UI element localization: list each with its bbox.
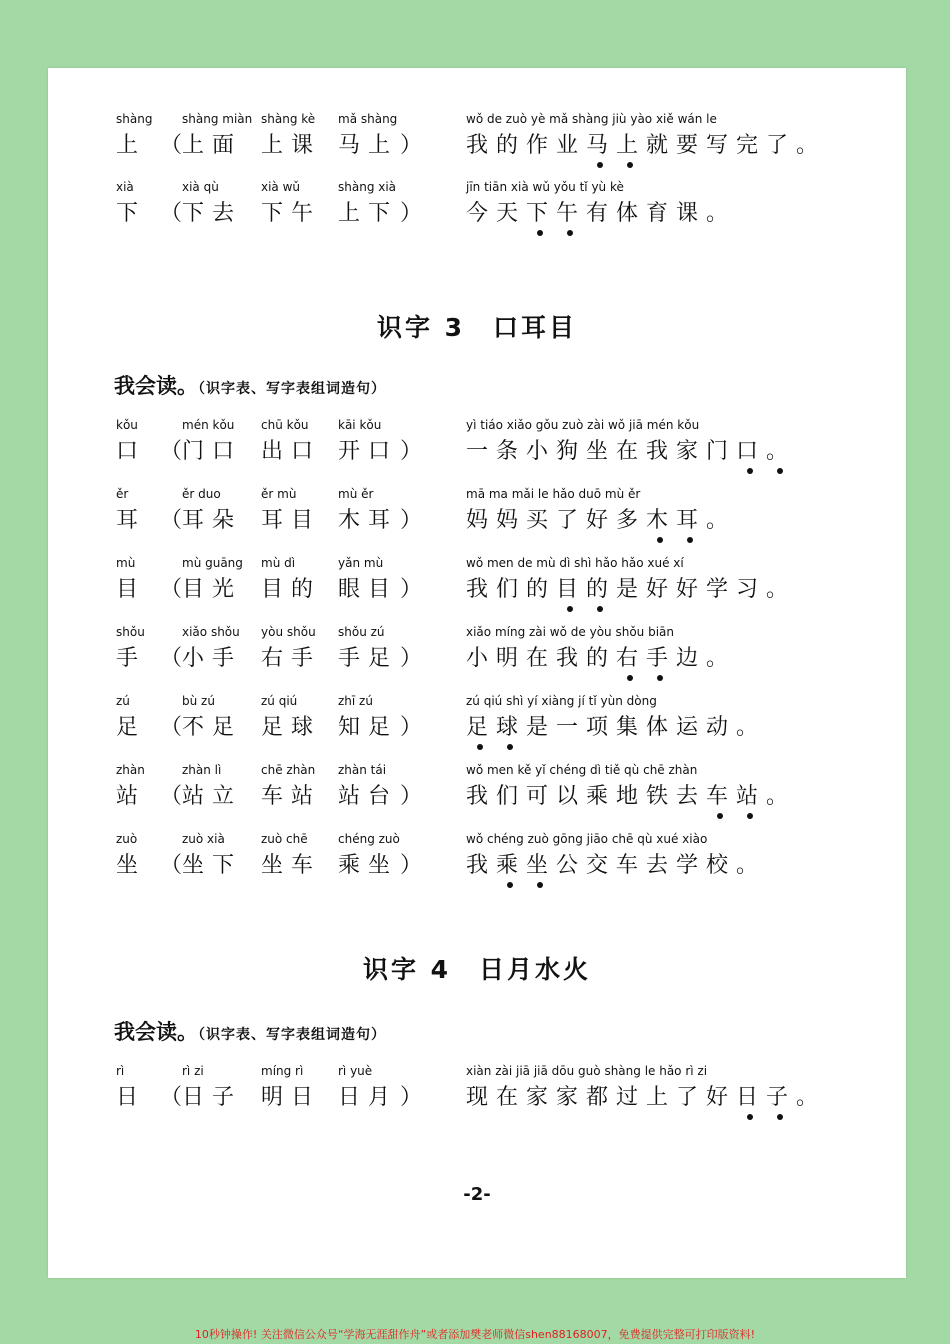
target-character: 日 bbox=[116, 1085, 147, 1110]
word-characters: 目光 bbox=[182, 577, 243, 602]
emphasis-dot bbox=[507, 744, 513, 750]
word-characters: 足球 bbox=[261, 715, 322, 740]
char-pinyin: zú bbox=[116, 694, 130, 708]
example-sentence: 我的作业马上就要写完了。 bbox=[466, 133, 827, 158]
emphasis-dot bbox=[747, 468, 753, 474]
target-character: 目 bbox=[116, 577, 147, 602]
word-characters: 手足 bbox=[338, 646, 399, 671]
word-pinyin: xià wǔ bbox=[261, 180, 301, 194]
example-sentence: 妈妈买了好多木耳。 bbox=[466, 508, 737, 533]
vocab-row bbox=[48, 832, 906, 894]
word-pinyin: chū kǒu bbox=[261, 418, 309, 432]
sentence-pinyin: mā ma mǎi le hǎo duō mù ěr bbox=[466, 487, 641, 501]
sentence-pinyin: wǒ men de mù dì shì hǎo hǎo xué xí bbox=[466, 556, 684, 570]
vocab-row bbox=[48, 1064, 906, 1126]
vocab-row bbox=[48, 763, 906, 825]
example-sentence: 足球是一项集体运动。 bbox=[466, 715, 767, 740]
section-3-title: 识字 3 口耳目 bbox=[376, 313, 578, 342]
target-character: 耳 bbox=[116, 508, 147, 533]
emphasis-dot bbox=[567, 230, 573, 236]
char-pinyin: shàng bbox=[116, 112, 153, 126]
paren-open: （ bbox=[160, 715, 191, 740]
emphasis-dot bbox=[717, 813, 723, 819]
word-pinyin: míng rì bbox=[261, 1064, 304, 1078]
word-characters: 坐下 bbox=[182, 853, 243, 878]
vocab-row bbox=[48, 694, 906, 756]
vocab-row bbox=[48, 418, 906, 480]
word-characters: 上下 bbox=[338, 201, 399, 226]
word-characters: 下午 bbox=[261, 201, 322, 226]
word-characters: 上面 bbox=[182, 133, 243, 158]
paren-open: （ bbox=[160, 784, 191, 809]
emphasis-dot bbox=[687, 537, 693, 543]
word-pinyin: xiǎo shǒu bbox=[182, 625, 240, 639]
emphasis-dot bbox=[537, 230, 543, 236]
word-pinyin: chē zhàn bbox=[261, 763, 316, 777]
word-pinyin: shàng kè bbox=[261, 112, 316, 126]
word-pinyin: rì zi bbox=[182, 1064, 204, 1078]
instruction-text: 我会读。 bbox=[114, 374, 198, 398]
word-characters: 出口 bbox=[261, 439, 322, 464]
sentence-pinyin: zú qiú shì yí xiàng jí tǐ yùn dòng bbox=[466, 694, 657, 708]
word-pinyin: yǎn mù bbox=[338, 556, 384, 570]
paren-open: （ bbox=[160, 201, 191, 226]
target-character: 手 bbox=[116, 646, 147, 671]
emphasis-dot bbox=[567, 606, 573, 612]
emphasis-dot bbox=[777, 468, 783, 474]
paren-open: （ bbox=[160, 133, 191, 158]
sentence-pinyin: wǒ de zuò yè mǎ shàng jiù yào xiě wán le bbox=[466, 112, 717, 126]
worksheet-page bbox=[48, 68, 906, 1278]
vocab-row bbox=[48, 625, 906, 687]
emphasis-dot bbox=[657, 537, 663, 543]
paren-close: ） bbox=[400, 853, 431, 878]
instruction-text: 我会读。 bbox=[114, 1020, 198, 1044]
word-pinyin: kāi kǒu bbox=[338, 418, 382, 432]
word-pinyin: zú qiú bbox=[261, 694, 298, 708]
word-pinyin: ěr duo bbox=[182, 487, 221, 501]
paren-close: ） bbox=[400, 784, 431, 809]
target-character: 足 bbox=[116, 715, 147, 740]
vocab-row bbox=[48, 487, 906, 549]
word-characters: 眼目 bbox=[338, 577, 399, 602]
word-characters: 日子 bbox=[182, 1085, 243, 1110]
target-character: 下 bbox=[116, 201, 147, 226]
target-character: 坐 bbox=[116, 853, 147, 878]
word-characters: 耳朵 bbox=[182, 508, 243, 533]
sentence-pinyin: xiǎo míng zài wǒ de yòu shǒu biān bbox=[466, 625, 674, 639]
paren-open: （ bbox=[160, 646, 191, 671]
sentence-pinyin: wǒ chéng zuò gōng jiāo chē qù xué xiào bbox=[466, 832, 708, 846]
word-pinyin: yòu shǒu bbox=[261, 625, 316, 639]
word-characters: 日月 bbox=[338, 1085, 399, 1110]
word-characters: 小手 bbox=[182, 646, 243, 671]
emphasis-dot bbox=[657, 675, 663, 681]
word-characters: 明日 bbox=[261, 1085, 322, 1110]
paren-close: ） bbox=[400, 201, 431, 226]
word-pinyin: bù zú bbox=[182, 694, 215, 708]
example-sentence: 我们可以乘地铁去车站。 bbox=[466, 784, 797, 809]
section-4-title: 识字 4 日月水火 bbox=[362, 955, 592, 984]
word-characters: 站立 bbox=[182, 784, 243, 809]
instruction-note: （识字表、写字表组词造句） bbox=[198, 1027, 386, 1043]
section-3-instruction bbox=[114, 370, 386, 400]
word-characters: 乘坐 bbox=[338, 853, 399, 878]
target-character: 站 bbox=[116, 784, 147, 809]
word-pinyin: shàng miàn bbox=[182, 112, 253, 126]
word-pinyin: zuò chē bbox=[261, 832, 308, 846]
word-pinyin: chéng zuò bbox=[338, 832, 400, 846]
char-pinyin: mù bbox=[116, 556, 136, 570]
emphasis-dot bbox=[747, 1114, 753, 1120]
vocab-row bbox=[48, 180, 906, 242]
word-pinyin: zhī zú bbox=[338, 694, 373, 708]
paren-open: （ bbox=[160, 577, 191, 602]
word-pinyin: mù dì bbox=[261, 556, 296, 570]
word-pinyin: zhàn tái bbox=[338, 763, 387, 777]
char-pinyin: xià bbox=[116, 180, 134, 194]
emphasis-dot bbox=[777, 1114, 783, 1120]
word-characters: 耳目 bbox=[261, 508, 322, 533]
word-characters: 门口 bbox=[182, 439, 243, 464]
word-characters: 不足 bbox=[182, 715, 243, 740]
emphasis-dot bbox=[627, 162, 633, 168]
char-pinyin: zhàn bbox=[116, 763, 145, 777]
paren-close: ） bbox=[400, 577, 431, 602]
example-sentence: 我乘坐公交车去学校。 bbox=[466, 853, 767, 878]
char-pinyin: shǒu bbox=[116, 625, 145, 639]
char-pinyin: kǒu bbox=[116, 418, 138, 432]
target-character: 口 bbox=[116, 439, 147, 464]
emphasis-dot bbox=[747, 813, 753, 819]
example-sentence: 小明在我的右手边。 bbox=[466, 646, 737, 671]
paren-close: ） bbox=[400, 1085, 431, 1110]
footer-notice: 10秒钟操作! 关注微信公众号“学海无涯甜作舟”或者添加樊老师微信shen88168007，免费提供完整可打印版资料! bbox=[194, 1328, 756, 1341]
sentence-pinyin: jīn tiān xià wǔ yǒu tǐ yù kè bbox=[466, 180, 624, 194]
paren-open: （ bbox=[160, 439, 191, 464]
word-characters: 站台 bbox=[338, 784, 399, 809]
word-pinyin: shǒu zú bbox=[338, 625, 385, 639]
word-characters: 车站 bbox=[261, 784, 322, 809]
emphasis-dot bbox=[507, 882, 513, 888]
paren-close: ） bbox=[400, 715, 431, 740]
sentence-pinyin: xiàn zài jiā jiā dōu guò shàng le hǎo rì zi bbox=[466, 1064, 708, 1078]
paren-close: ） bbox=[400, 508, 431, 533]
word-characters: 目的 bbox=[261, 577, 322, 602]
word-pinyin: mén kǒu bbox=[182, 418, 235, 432]
example-sentence: 一条小狗坐在我家门口。 bbox=[466, 439, 797, 464]
word-pinyin: ěr mù bbox=[261, 487, 297, 501]
word-pinyin: mù guāng bbox=[182, 556, 243, 570]
word-pinyin: zhàn lì bbox=[182, 763, 222, 777]
paren-close: ） bbox=[400, 439, 431, 464]
char-pinyin: rì bbox=[116, 1064, 125, 1078]
word-pinyin: mǎ shàng bbox=[338, 112, 398, 126]
sentence-pinyin: yì tiáo xiǎo gǒu zuò zài wǒ jiā mén kǒu bbox=[466, 418, 700, 432]
word-characters: 右手 bbox=[261, 646, 322, 671]
word-characters: 下去 bbox=[182, 201, 243, 226]
vocab-row bbox=[48, 556, 906, 618]
char-pinyin: ěr bbox=[116, 487, 129, 501]
word-pinyin: xià qù bbox=[182, 180, 219, 194]
word-pinyin: zuò xià bbox=[182, 832, 225, 846]
char-pinyin: zuò bbox=[116, 832, 138, 846]
emphasis-dot bbox=[477, 744, 483, 750]
word-pinyin: rì yuè bbox=[338, 1064, 373, 1078]
emphasis-dot bbox=[597, 162, 603, 168]
word-pinyin: mù ěr bbox=[338, 487, 374, 501]
vocab-row bbox=[48, 112, 906, 174]
example-sentence: 我们的目的是好好学习。 bbox=[466, 577, 797, 602]
example-sentence: 现在家家都过上了好日子。 bbox=[466, 1085, 827, 1110]
paren-close: ） bbox=[400, 133, 431, 158]
word-pinyin: shàng xià bbox=[338, 180, 397, 194]
page-number: -2- bbox=[463, 1184, 491, 1205]
word-characters: 木耳 bbox=[338, 508, 399, 533]
paren-close: ） bbox=[400, 646, 431, 671]
paren-open: （ bbox=[160, 853, 191, 878]
target-character: 上 bbox=[116, 133, 147, 158]
paren-open: （ bbox=[160, 1085, 191, 1110]
sentence-pinyin: wǒ men kě yǐ chéng dì tiě qù chē zhàn bbox=[466, 763, 698, 777]
emphasis-dot bbox=[627, 675, 633, 681]
word-characters: 马上 bbox=[338, 133, 399, 158]
word-characters: 开口 bbox=[338, 439, 399, 464]
emphasis-dot bbox=[597, 606, 603, 612]
word-characters: 坐车 bbox=[261, 853, 322, 878]
paren-open: （ bbox=[160, 508, 191, 533]
word-characters: 上课 bbox=[261, 133, 322, 158]
section-4-instruction bbox=[114, 1016, 386, 1046]
instruction-note: （识字表、写字表组词造句） bbox=[198, 381, 386, 397]
example-sentence: 今天下午有体育课。 bbox=[466, 201, 737, 226]
word-characters: 知足 bbox=[338, 715, 399, 740]
emphasis-dot bbox=[537, 882, 543, 888]
